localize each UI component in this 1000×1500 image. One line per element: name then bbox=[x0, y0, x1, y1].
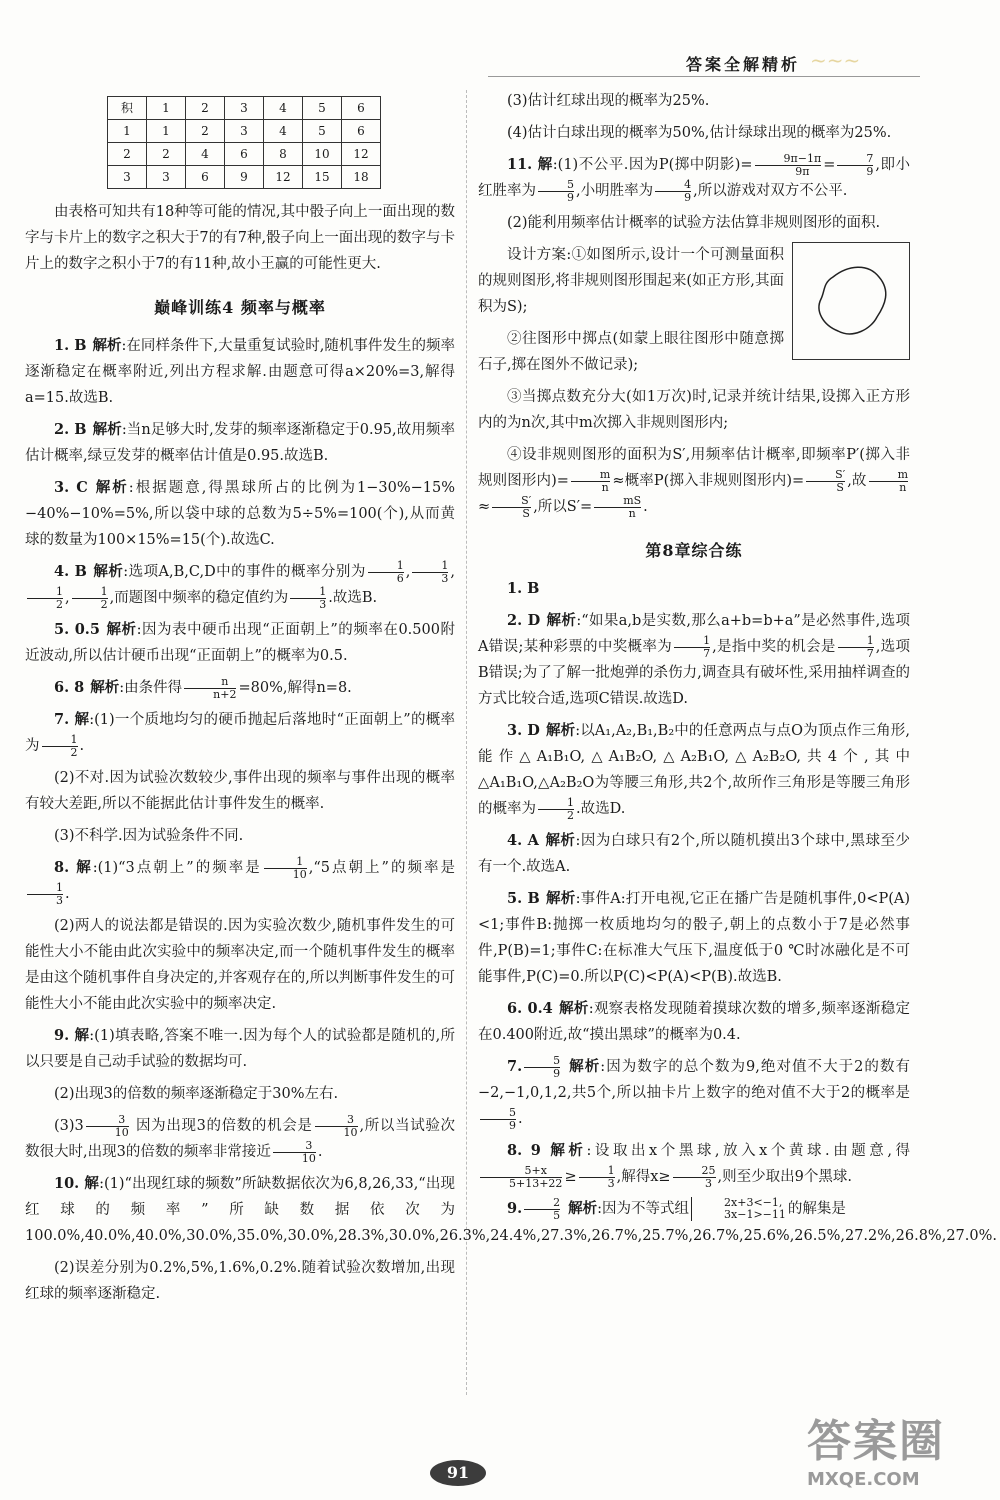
answer-10: 10. 解:(1)“出现红球的频数”所缺数据依次为6,8,26,33,“出现红球的频率”所缺数据依次为100.0%,40.0%,40.0%,30.0%,35.0%,30.0%,28.3%,30.0%,26.3%,24.4%,27.3%,26.7%,25.7%,26.7%,25.6%,26.5%,27.2%,26.8%,27.0%. bbox=[25, 1175, 997, 1244]
table-header-row bbox=[108, 97, 381, 120]
table-cell: 8 bbox=[264, 143, 303, 166]
fraction: $\frac{1}{2}$ bbox=[538, 797, 574, 822]
fraction: $\frac{1}{6}$ bbox=[368, 560, 404, 585]
table-row bbox=[108, 120, 381, 143]
review-answer-5: 5. B 解析:事件A:打开电视,它正在播广告是随机事件,0<P(A)<1;事件B:抛掷一枚质地均匀的骰子,朝上的点数小于7是必然事件,P(B)=1;事件C:在标准大气压下,温度低于0 ℃时冰融化是不可能事件,P(C)=0.所以P(C)<P(A)<P(B).故选B. bbox=[478, 890, 910, 985]
answer-7: 7. 解:(1)一个质地均匀的硬币抛起后落地时“正面朝上”的概率为 $\frac{1}{2}$ . bbox=[25, 711, 456, 759]
fraction: $\frac{5}{9}$ bbox=[524, 1055, 560, 1080]
fraction: $\frac{1}{10}$ bbox=[264, 856, 307, 881]
right-column bbox=[478, 88, 910, 1228]
section-title-training-4: 巅峰训练4 频率与概率 bbox=[154, 298, 326, 317]
header-decoration: ~~~ bbox=[810, 48, 861, 72]
fraction: $\frac{3}{10}$ bbox=[273, 1140, 316, 1165]
watermark-logo bbox=[807, 1405, 982, 1490]
fraction: $\frac{S'}{S}$ bbox=[492, 495, 531, 520]
answer-7-part2: (2)不对.因为试验次数较少,事件出现的频率与事件出现的概率有较大差距,所以不能据此估计事件发生的概率. bbox=[25, 770, 455, 812]
fraction: $\frac{1}{2}$ bbox=[42, 734, 78, 759]
review-answer-1: 1. B bbox=[507, 580, 540, 597]
table-cell: 9 bbox=[225, 166, 264, 189]
answer-11-part2: (2)能利用频率估计概率的试验方法估算非规则图形的面积. bbox=[507, 215, 881, 231]
answer-10-part3: (3)估计红球出现的概率为25%. bbox=[507, 93, 710, 109]
table-conclusion: 由表格可知共有18种等可能的情况,其中骰子向上一面出现的数字与卡片上的数字之积大于7的有7种,骰子向上一面出现的数字与卡片上的数字之积小于7的有11种,故小王赢的可能性更大. bbox=[25, 204, 455, 272]
product-table bbox=[107, 96, 381, 189]
table-cell: 3 bbox=[147, 166, 186, 189]
header-rule bbox=[488, 76, 920, 77]
table-cell: 5 bbox=[303, 120, 342, 143]
table-row bbox=[108, 166, 381, 189]
answer-8: 8. 解:(1)“3点朝上”的频率是 $\frac{1}{10}$ ,“5点朝上”的频率是 $\frac{1}{3}$ . bbox=[25, 855, 455, 907]
answer-3: 3. C 解析:根据题意,得黑球所占的比例为1−30%−15%−40%−10%=5%,所以袋中球的总数为5÷5%=100(个),从而黄球的数量为100×15%=15(个).故选C. bbox=[25, 479, 455, 548]
answer-6: 6. 8 解析:由条件得 $\frac{n}{n+2}$ =80%,解得n=8. bbox=[54, 674, 352, 701]
fraction: $\frac{7}{9}$ bbox=[837, 153, 873, 178]
table-cell: 2 bbox=[186, 97, 225, 120]
answer-8-part2: (2)两人的说法都是错误的.因为实验次数少,随机事件发生的可能性大小不能由此次实验中的频率决定,而一个随机事件发生的概率是由这个随机事件自身决定的,并客观存在的,所以判断事件发生的可能性大小不能由此次实验中的频率决定. bbox=[25, 918, 455, 1012]
table-cell: 积 bbox=[108, 97, 147, 120]
fraction: $\frac{m}{n}$ bbox=[869, 469, 908, 494]
irregular-shape-icon bbox=[793, 243, 909, 359]
table-cell: 3 bbox=[225, 120, 264, 143]
review-answer-9: 9. $\frac{2}{5}$ 解析:因为不等式组 2x+3<−1, 3x−1>−11 的解集是 bbox=[507, 1195, 846, 1222]
table-cell: 1 bbox=[147, 97, 186, 120]
answer-11-plan-1: 设计方案:①如图所示,设计一个可测量面积的规则图形,将非规则图形围起来(如正方形,其面积为S); bbox=[478, 247, 784, 315]
fraction: $\frac{25}{3}$ bbox=[673, 1165, 716, 1190]
table-cell: 6 bbox=[225, 143, 264, 166]
fraction: $\frac{3}{10}$ bbox=[86, 1114, 129, 1139]
table-cell: 2 bbox=[147, 143, 186, 166]
table-cell: 1 bbox=[108, 120, 147, 143]
table-cell: 10 bbox=[303, 143, 342, 166]
table-cell: 4 bbox=[264, 97, 303, 120]
answer-4: 4. B 解析:选项A,B,C,D中的事件的概率分别为 $\frac{1}{6}$ , $\frac{1}{3}$ , $\frac{1}{2}$ , $\frac{1}{2}$ ,而题图中频率的稳定值约为 $\frac{1}{3}$ .故选B. bbox=[25, 559, 455, 611]
answer-7-part3: (3)不科学.因为试验条件不同. bbox=[54, 828, 244, 844]
review-answer-8: 8. 9 解析:设取出x个黑球,放入x个黄球.由题意,得 $\frac{5+x}{5+13+22}$ ≥ $\frac{1}{3}$ ,解得x≥ $\frac{25}{3}$ ,则至少取出9个黑球. bbox=[478, 1138, 910, 1190]
fraction: $\frac{1}{2}$ bbox=[27, 586, 63, 611]
table-cell: 6 bbox=[186, 166, 225, 189]
table-cell: 3 bbox=[108, 166, 147, 189]
table-row bbox=[108, 143, 381, 166]
fraction: $\frac{9\pi-1\pi}{9\pi}$ bbox=[755, 153, 822, 178]
fraction: $\frac{5}{9}$ bbox=[480, 1107, 516, 1132]
answer-2: 2. B 解析:当n足够大时,发芽的频率逐渐稳定于0.95,故用频率估计概率,绿豆发芽的概率估计值是0.95.故选B. bbox=[25, 421, 455, 464]
irregular-shape-diagram bbox=[792, 242, 910, 360]
table-cell: 1 bbox=[147, 120, 186, 143]
table-cell: 5 bbox=[303, 97, 342, 120]
table-cell: 4 bbox=[186, 143, 225, 166]
review-answer-3: 3. D 解析:以A₁,A₂,B₁,B₂中的任意两点与点O为顶点作三角形,能作△A₁B₁O,△A₁B₂O,△A₂B₁O,△A₂B₂O,共4个,其中△A₁B₁O,△A₂B₂O为等腰三角形,共2个,故所作三角形是等腰三角形的概率为 $\frac{1}{2}$ .故选D. bbox=[478, 722, 910, 822]
fraction: $\frac{S'}{S}$ bbox=[806, 469, 845, 494]
table-cell: 18 bbox=[342, 166, 381, 189]
review-answer-7: 7. $\frac{5}{9}$ 解析:因为数字的总个数为9,绝对值不大于2的数有−2,−1,0,1,2,共5个,所以抽卡片上数字的绝对值不大于2的概率是 $\frac{5}{9}$ . bbox=[478, 1053, 910, 1132]
fraction: $\frac{1}{3}$ bbox=[412, 560, 448, 585]
table-cell: 15 bbox=[303, 166, 342, 189]
header-title: 答案全解精析 bbox=[685, 55, 800, 74]
table-cell: 3 bbox=[225, 97, 264, 120]
fraction: $\frac{1}{2}$ bbox=[72, 586, 108, 611]
answer-9-part2: (2)出现3的倍数的频率逐渐稳定于30%左右. bbox=[54, 1086, 339, 1102]
column-divider bbox=[466, 90, 467, 1395]
fraction: $\frac{m}{n}$ bbox=[571, 469, 610, 494]
review-answer-2: 2. D 解析:“如果a,b是实数,那么a+b=b+a”是必然事件,选项A错误;某种彩票的中奖概率为 $\frac{1}{7}$ ,是指中奖的机会是 $\frac{1}{7}$ ,选项B错误;为了了解一批炮弹的杀伤力,调查具有破坏性,采用抽样调查的方式比较合适,选项C错误.故选D. bbox=[478, 612, 911, 707]
table-cell: 12 bbox=[264, 166, 303, 189]
fraction: $\frac{n}{n+2}$ bbox=[184, 676, 236, 701]
fraction: $\frac{2}{5}$ bbox=[524, 1197, 560, 1222]
watermark-url: MXQE.COM bbox=[807, 1469, 920, 1490]
answer-10-part2: (2)误差分别为0.2%,5%,1.6%,0.2%.随着试验次数增加,出现红球的频率逐渐稳定. bbox=[25, 1260, 455, 1302]
table-cell: 12 bbox=[342, 143, 381, 166]
section-title-chapter-8: 第8章综合练 bbox=[645, 541, 743, 560]
fraction: $\frac{5}{9}$ bbox=[538, 179, 574, 204]
answer-11: 11. 解:(1)不公平.因为P(掷中阴影)= $\frac{9\pi-1\pi}{9\pi}$ = $\frac{7}{9}$ ,即小红胜率为 $\frac{5}{9}$ ,小明胜率为 $\frac{4}{9}$ ,所以游戏对双方不公平. bbox=[478, 151, 910, 204]
fraction: $\frac{mS}{n}$ bbox=[594, 495, 641, 520]
table-cell: 6 bbox=[342, 97, 381, 120]
fraction: $\frac{1}{3}$ bbox=[27, 882, 63, 907]
fraction: $\frac{1}{3}$ bbox=[579, 1165, 615, 1190]
fraction: $\frac{3}{10}$ bbox=[315, 1114, 358, 1139]
answer-9: 9. 解:(1)填表略,答案不唯一.因为每个人的试验都是随机的,所以只要是自己动手试验的数据均可. bbox=[25, 1027, 456, 1070]
answer-5: 5. 0.5 解析:因为表中硬币出现“正面朝上”的频率在0.500附近波动,所以估计硬币出现“正面朝上”的概率为0.5. bbox=[25, 621, 455, 664]
review-answer-4: 4. A 解析:因为白球只有2个,所以随机摸出3个球中,黑球至少有一个.故选A. bbox=[478, 832, 910, 875]
watermark-title: 答案圈 bbox=[807, 1416, 945, 1467]
table-cell: 6 bbox=[342, 120, 381, 143]
table-cell: 2 bbox=[108, 143, 147, 166]
inequality-system: 2x+3<−1, 3x−1>−11 bbox=[691, 1197, 786, 1221]
fraction: $\frac{1}{7}$ bbox=[674, 635, 710, 660]
fraction: $\frac{1}{7}$ bbox=[838, 635, 874, 660]
fraction: $\frac{1}{3}$ bbox=[290, 586, 326, 611]
fraction: $\frac{4}{9}$ bbox=[655, 179, 691, 204]
fraction: $\frac{5+x}{5+13+22}$ bbox=[480, 1165, 562, 1190]
answer-11-plan-3: ③当掷点数充分大(如1万次)时,记录并统计结果,设掷入正方形内的为n次,其中m次掷入非规则图形内; bbox=[478, 389, 910, 431]
page-number: 91 bbox=[430, 1460, 486, 1486]
answer-11-plan-2: ②往图形中掷点(如蒙上眼往图形中随意掷石子,掷在图外不做记录); bbox=[478, 331, 784, 373]
answer-10-part4: (4)估计白球出现的概率为50%,估计绿球出现的概率为25%. bbox=[507, 125, 892, 141]
answer-11-plan-4: ④设非规则图形的面积为S′,用频率估计概率,即频率P′(掷入非规则图形内)= $\frac{m}{n}$ ≈概率P(掷入非规则图形内)= $\frac{S'}{S}$ ,故 $\frac{m}{n}$ ≈ $\frac{S'}{S}$ ,所以S′= $\frac{mS}{n}$ . bbox=[478, 447, 910, 520]
answer-1: 1. B 解析:在同样条件下,大量重复试验时,随机事件发生的频率逐渐稳定在概率附近,列出方程求解.由题意可得a×20%=3,解得a=15.故选B. bbox=[25, 337, 455, 406]
answer-9-part3: (3)3 $\frac{3}{10}$ 因为出现3的倍数的机会是 $\frac{3}{10}$ ,所以当试验次数很大时,出现3的倍数的频率非常接近 $\frac{3}{10}$ . bbox=[25, 1112, 456, 1165]
table-cell: 4 bbox=[264, 120, 303, 143]
table-cell: 2 bbox=[186, 120, 225, 143]
review-answer-6: 6. 0.4 解析:观察表格发现随着摸球次数的增多,频率逐渐稳定在0.400附近,故“摸出黑球”的概率为0.4. bbox=[478, 1000, 911, 1043]
